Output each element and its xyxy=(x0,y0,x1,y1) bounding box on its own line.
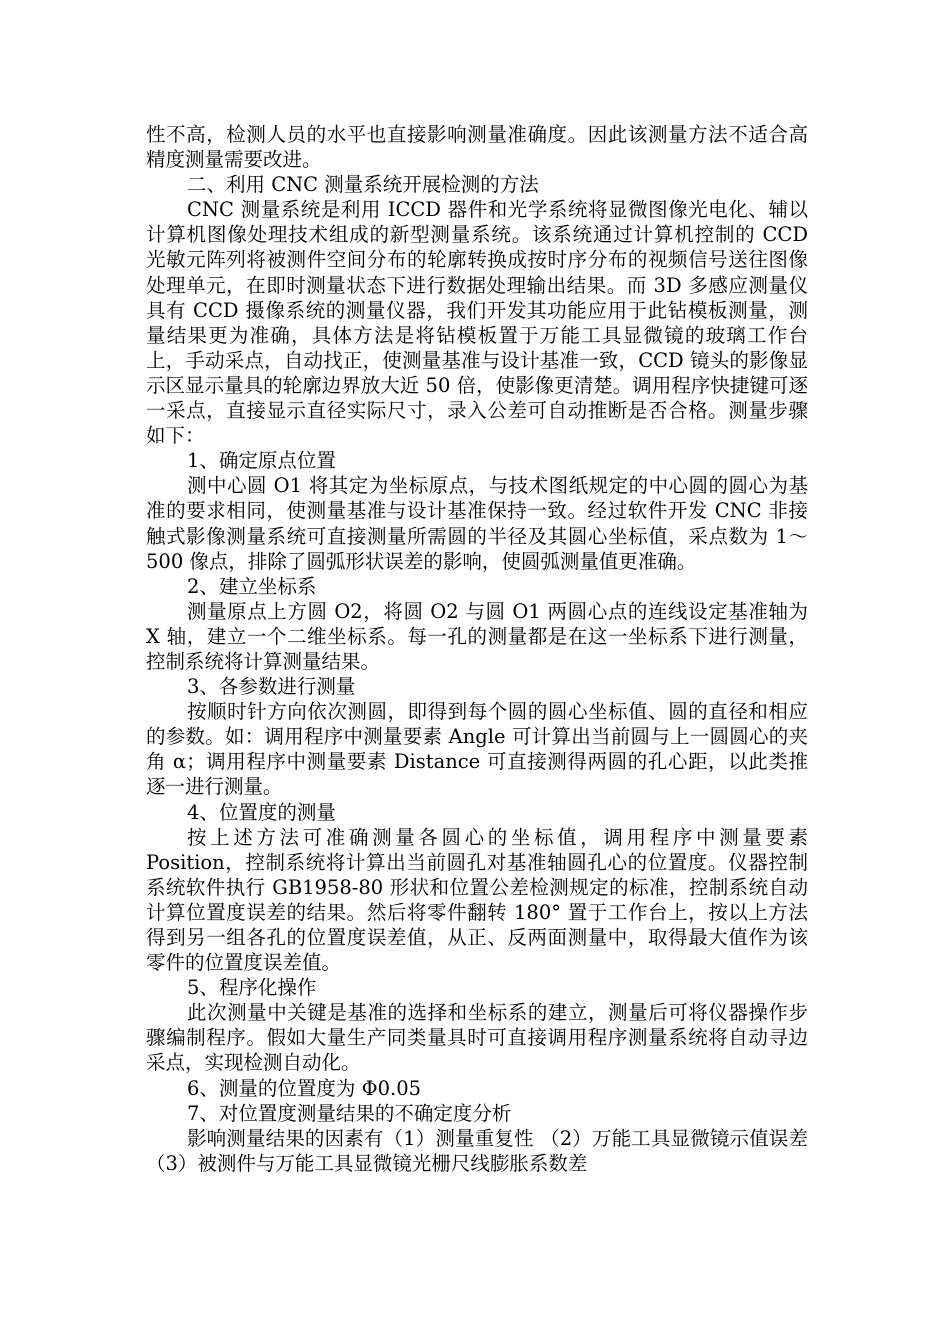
paragraph-cnc-system: CNC 测量系统是利用 ICCD 器件和光学系统将显微图像光电化、辅以计算机图像处理技术组成的新型测量系统。该系统通过计算机控制的 CCD 光敏元阵列将被测件空间分布的轮廓转换成按时序分布的视频信号送往图像处理单元，在即时测量状态下进行数据处理输出结果。而 3D 多感应测量仪具有 CCD 摄像系统的测量仪器，我们开发其功能应用于此钻模板测量，测量结果更为准确，具体方法是将钻模板置于万能工具显微镜的玻璃工作台上，手动采点，自动找正，使测量基准与设计基准一致，CCD 镜头的影像显示区显示量具的轮廓边界放大近 50 倍，使影像更清楚。调用程序快捷键可逐一采点，直接显示直径实际尺寸，录入公差可自动推断是否合格。测量步骤如下： xyxy=(146,198,808,448)
paragraph-programming: 此次测量中关键是基准的选择和坐标系的建立，测量后可将仪器操作步骤编制程序。假如大量生产同类量具时可直接调用程序测量系统将自动寻边采点，实现检测自动化。 xyxy=(146,1001,808,1075)
step-heading-programming: 5、程序化操作 xyxy=(187,976,317,1000)
step-heading-position-result: 6、测量的位置度为 Φ0.05 xyxy=(187,1076,422,1100)
section-heading-cnc-method: 二、利用 CNC 测量系统开展检测的方法 xyxy=(187,173,539,197)
step-heading-coordinate-system: 2、建立坐标系 xyxy=(187,574,317,598)
paragraph-origin: 测中心圆 O1 将其定为坐标原点，与技术图纸规定的中心圆的圆心为基准的要求相同，使测量基准与设计基准保持一致。经过软件开发 CNC 非接触式影像测量系统可直接测量所需圆的半径及其圆心坐标值，采点数为 1～500 像点，排除了圆弧形状误差的影响，使圆弧测量值更准确。 xyxy=(146,474,808,573)
step-heading-parameters: 3、各参数进行测量 xyxy=(187,675,356,699)
paragraph-uncertainty: 影响测量结果的因素有（1）测量重复性 （2）万能工具显微镜示值误差 （3）被测件与万能工具显微镜光栅尺线膨胀系数差 xyxy=(146,1126,808,1175)
step-heading-origin: 1、确定原点位置 xyxy=(187,449,336,473)
step-heading-position: 4、位置度的测量 xyxy=(187,800,336,824)
paragraph-continuation: 性不高，检测人员的水平也直接影响测量准确度。因此该测量方法不适合高精度测量需要改进。 xyxy=(146,123,808,172)
paragraph-parameters: 按顺时针方向依次测圆，即得到每个圆的圆心坐标值、圆的直径和相应的参数。如：调用程序中测量要素 Angle 可计算出当前圆与上一圆圆心的夹角 α；调用程序中测量要素 Distance 可直接测得两圆的孔心距，以此类推逐一进行测量。 xyxy=(146,700,808,799)
step-heading-uncertainty: 7、对位置度测量结果的不确定度分析 xyxy=(187,1101,512,1125)
document-body xyxy=(146,122,808,1176)
paragraph-position: 按上述方法可准确测量各圆心的坐标值，调用程序中测量要素 Position，控制系统将计算出当前圆孔对基准轴圆孔心的位置度。仪器控制系统软件执行 GB1958-80 形状和位置公差检测规定的标准，控制系统自动计算位置度误差的结果。然后将零件翻转 180° 置于工作台上，按以上方法得到另一组各孔的位置度误差值，从正、反两面测量中，取得最大值作为该零件的位置度误差值。 xyxy=(146,825,808,975)
paragraph-coordinate-system: 测量原点上方圆 O2，将圆 O2 与圆 O1 两圆心点的连线设定基准轴为 X 轴，建立一个二维坐标系。每一孔的测量都是在这一坐标系下进行测量，控制系统将计算测量结果。 xyxy=(146,599,808,673)
